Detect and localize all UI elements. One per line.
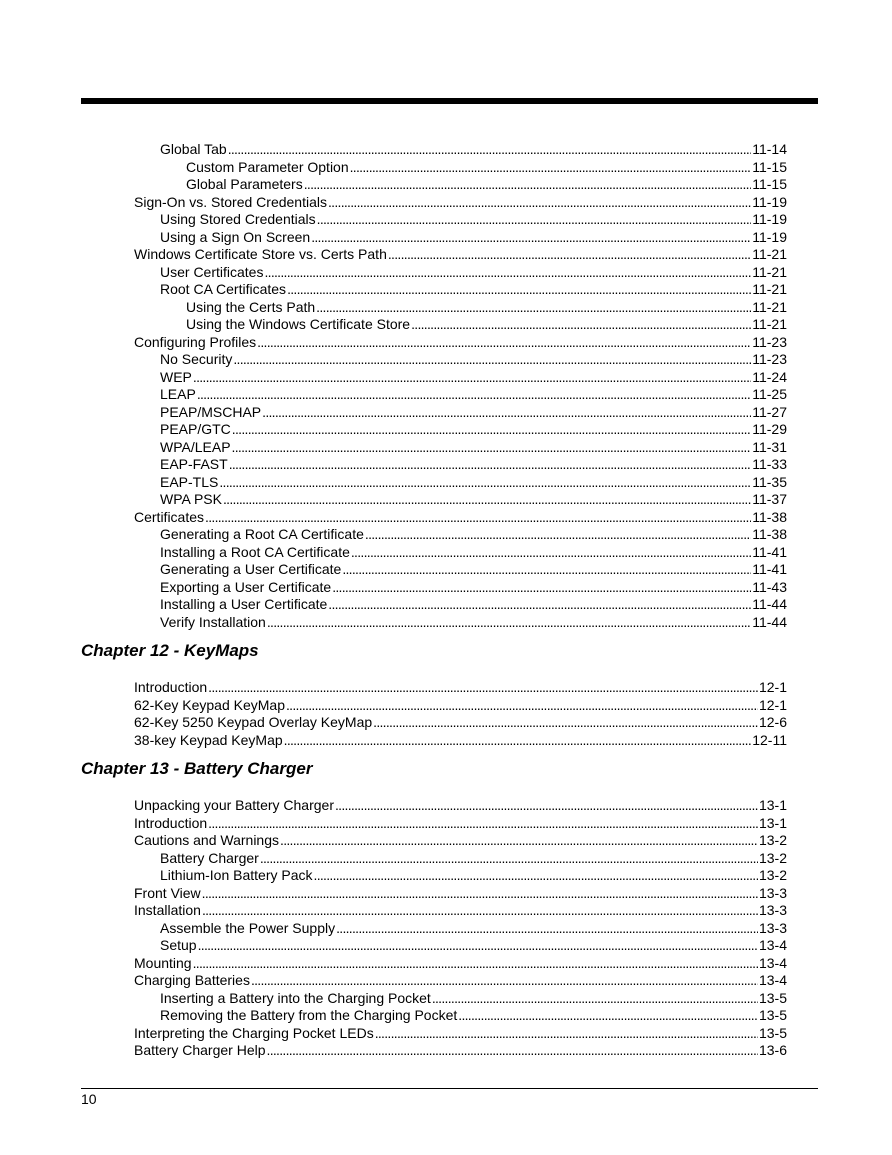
- toc-entry-page: 13-4: [758, 954, 787, 971]
- dot-leader: [458, 1007, 758, 1024]
- dot-leader: [233, 351, 751, 368]
- toc-entry-page: 13-5: [758, 1024, 787, 1041]
- toc-entry-page: 11-23: [752, 351, 787, 367]
- dot-leader: [260, 850, 758, 867]
- toc-entry[interactable]: [186, 176, 787, 193]
- toc-entry[interactable]: [160, 596, 787, 613]
- toc-entry-title: Front View: [134, 884, 201, 901]
- toc-entry[interactable]: [160, 369, 787, 386]
- dot-leader: [335, 797, 758, 814]
- toc-entry-page: 13-2: [758, 849, 787, 866]
- toc-entry-title: Exporting a User Certificate: [160, 578, 332, 595]
- toc-entry-title: 62-Key Keypad KeyMap: [134, 696, 285, 713]
- toc-entry-page: 13-3: [758, 884, 787, 901]
- dot-leader: [193, 369, 751, 386]
- toc-entry-page: 13-1: [758, 814, 787, 831]
- toc-entry-title: Removing the Battery from the Charging Pocket: [160, 1007, 458, 1023]
- toc-entry-title: Configuring Profiles: [134, 333, 257, 350]
- toc-entry-page: 13-5: [758, 989, 787, 1006]
- toc-entry[interactable]: [134, 815, 787, 832]
- toc-entry[interactable]: [134, 885, 787, 902]
- toc-entry[interactable]: [160, 544, 787, 561]
- toc-entry-page: 11-23: [752, 333, 787, 350]
- toc-entry-title: Mounting: [134, 954, 192, 971]
- dot-leader: [232, 421, 751, 438]
- toc-entry[interactable]: [134, 679, 787, 696]
- toc-entry[interactable]: [160, 920, 787, 937]
- toc-entry-page: 11-27: [752, 403, 787, 420]
- toc-entry[interactable]: [160, 141, 787, 158]
- toc-entry-title: Inserting a Battery into the Charging Pocket: [160, 989, 431, 1006]
- toc-entry[interactable]: [134, 509, 787, 526]
- toc-entry-title: Using a Sign On Screen: [160, 228, 311, 245]
- toc-entry[interactable]: [134, 902, 787, 919]
- toc-entry-title: Lithium-Ion Battery Pack: [160, 867, 313, 883]
- toc-entry-title: Assemble the Power Supply: [160, 919, 336, 936]
- toc-entry-page: 11-19: [752, 211, 787, 227]
- toc-entry-title: LEAP: [160, 386, 196, 402]
- toc-entry[interactable]: [186, 299, 787, 316]
- toc-entry-title: 62-Key 5250 Keypad Overlay KeyMap: [134, 714, 373, 730]
- toc-entry-title: Unpacking your Battery Charger: [134, 797, 334, 813]
- toc-entry[interactable]: [160, 439, 787, 456]
- dot-leader: [257, 334, 751, 351]
- toc-entry[interactable]: [134, 1042, 787, 1059]
- toc-entry[interactable]: [186, 316, 787, 333]
- dot-leader: [328, 596, 751, 613]
- toc-entry-page: 11-24: [752, 368, 787, 385]
- dot-leader: [229, 456, 752, 473]
- dot-leader: [375, 1025, 758, 1042]
- toc-entry[interactable]: [186, 159, 787, 176]
- toc-entry-page: 13-2: [758, 867, 787, 883]
- toc-entry-title: WEP: [160, 368, 192, 385]
- dot-leader: [304, 176, 752, 193]
- toc-entry[interactable]: [134, 797, 787, 814]
- toc-entry-page: 11-19: [752, 193, 787, 210]
- toc-entry-page: 11-15: [752, 158, 787, 175]
- dot-leader: [262, 404, 751, 421]
- toc-entry[interactable]: [134, 697, 787, 714]
- toc-entry-title: Global Tab: [160, 141, 227, 157]
- dot-leader: [208, 815, 758, 832]
- dot-leader: [197, 386, 751, 403]
- toc-entry-page: 11-21: [752, 281, 787, 297]
- toc-entry-title: WPA/LEAP: [160, 438, 231, 455]
- toc-entry-title: Introduction: [134, 679, 208, 695]
- toc-entry[interactable]: [160, 264, 787, 281]
- toc-entry[interactable]: [160, 561, 787, 578]
- toc-entry[interactable]: [134, 972, 787, 989]
- toc-entry-title: Installing a Root CA Certificate: [160, 543, 350, 560]
- toc-entry-page: 11-35: [752, 473, 787, 490]
- toc-entry-title: Generating a User Certificate: [160, 561, 342, 577]
- toc-entry-page: 11-44: [752, 596, 787, 612]
- dot-leader: [232, 439, 752, 456]
- toc-entry-page: 12-1: [758, 696, 787, 713]
- toc-entry[interactable]: [134, 732, 787, 749]
- toc-entry-title: Using the Windows Certificate Store: [186, 316, 411, 332]
- toc-entry-page: 11-15: [752, 176, 787, 192]
- dot-leader: [332, 579, 751, 596]
- toc-entry-title: 38-key Keypad KeyMap: [134, 731, 283, 748]
- toc-entry[interactable]: [160, 579, 787, 596]
- toc-entry-page: 12-1: [758, 679, 787, 695]
- toc-entry-title: Installing a User Certificate: [160, 596, 328, 612]
- toc-entry-page: 13-4: [758, 972, 787, 988]
- dot-leader: [264, 264, 751, 281]
- dot-leader: [202, 885, 758, 902]
- toc-entry-page: 11-41: [752, 543, 787, 560]
- toc-entry-page: 12-6: [758, 714, 787, 730]
- dot-leader: [267, 1042, 758, 1059]
- toc-entry[interactable]: [160, 1007, 787, 1024]
- toc-entry-title: Installation: [134, 902, 201, 918]
- toc-entry-title: No Security: [160, 351, 233, 367]
- toc-entry-page: 13-2: [758, 832, 787, 848]
- toc-entry[interactable]: [160, 404, 787, 421]
- dot-leader: [267, 614, 751, 631]
- dot-leader: [432, 990, 758, 1007]
- toc-entry-page: 11-38: [752, 526, 787, 542]
- dot-leader: [251, 972, 758, 989]
- dot-leader: [287, 281, 751, 298]
- toc-entry-page: 11-19: [752, 228, 787, 245]
- toc-entry-title: EAP-TLS: [160, 473, 219, 490]
- toc-entry-page: 11-44: [752, 613, 787, 630]
- dot-leader: [208, 679, 758, 696]
- toc-entry[interactable]: [160, 491, 787, 508]
- header-rule: [81, 98, 818, 104]
- toc-entry-page: 11-14: [752, 141, 787, 157]
- toc-entry-title: Interpreting the Charging Pocket LEDs: [134, 1024, 374, 1041]
- toc-entry-page: 11-37: [752, 491, 787, 507]
- dot-leader: [317, 211, 752, 228]
- footer-rule: [81, 1088, 818, 1089]
- dot-leader: [198, 937, 758, 954]
- toc-entry-title: Certificates: [134, 508, 205, 525]
- dot-leader: [316, 299, 751, 316]
- toc-entry-title: Sign-On vs. Stored Credentials: [134, 193, 327, 210]
- dot-leader: [193, 955, 758, 972]
- toc-entry[interactable]: [160, 850, 787, 867]
- toc-entry[interactable]: [160, 474, 787, 491]
- toc-entry[interactable]: [160, 614, 787, 631]
- toc-entry[interactable]: [134, 955, 787, 972]
- toc-entry-page: 13-3: [758, 902, 787, 918]
- toc-entry-title: WPA PSK: [160, 491, 222, 507]
- toc-entry[interactable]: [160, 937, 787, 954]
- toc-entry-title: Windows Certificate Store vs. Certs Path: [134, 246, 387, 262]
- toc-entry-page: 11-33: [752, 456, 787, 472]
- toc-entry[interactable]: [160, 211, 787, 228]
- chapter-heading: Chapter 12 - KeyMaps: [81, 641, 259, 660]
- dot-leader: [365, 526, 751, 543]
- dot-leader: [286, 697, 758, 714]
- dot-leader: [284, 732, 752, 749]
- toc-entry[interactable]: [134, 194, 787, 211]
- toc-entry-page: 11-29: [752, 421, 787, 437]
- toc-entry-page: 13-1: [758, 797, 787, 813]
- toc-entry-title: User Certificates: [160, 263, 264, 280]
- dot-leader: [219, 474, 751, 491]
- toc-entry[interactable]: [160, 526, 787, 543]
- dot-leader: [314, 867, 758, 884]
- toc-entry-title: Cautions and Warnings: [134, 832, 280, 848]
- toc-entry[interactable]: [160, 281, 787, 298]
- dot-leader: [223, 491, 751, 508]
- toc-entry-page: 13-4: [758, 937, 787, 953]
- toc-entry-title: Battery Charger: [160, 849, 259, 866]
- toc-entry-page: 11-43: [752, 578, 787, 595]
- toc-entry[interactable]: [160, 421, 787, 438]
- toc-entry[interactable]: [134, 832, 787, 849]
- toc-entry[interactable]: [134, 246, 787, 263]
- toc-entry[interactable]: [160, 229, 787, 246]
- toc-entry-title: Custom Parameter Option: [186, 158, 349, 175]
- toc-entry-page: 11-21: [752, 316, 787, 332]
- toc-entry[interactable]: [160, 867, 787, 884]
- toc-entry-title: Setup: [160, 937, 197, 953]
- chapter-heading: Chapter 13 - Battery Charger: [81, 759, 313, 778]
- toc-entry-title: Introduction: [134, 814, 208, 831]
- dot-leader: [411, 316, 751, 333]
- toc-entry-page: 13-3: [758, 919, 787, 936]
- dot-leader: [342, 561, 751, 578]
- toc-entry-page: 11-21: [752, 246, 787, 262]
- dot-leader: [350, 159, 752, 176]
- dot-leader: [336, 920, 758, 937]
- toc-entry-title: Verify Installation: [160, 613, 266, 630]
- toc-entry-title: Using the Certs Path: [186, 298, 316, 315]
- toc-entry[interactable]: [134, 714, 787, 731]
- dot-leader: [311, 229, 751, 246]
- toc-entry-title: Battery Charger Help: [134, 1042, 266, 1058]
- dot-leader: [202, 902, 758, 919]
- toc-entry[interactable]: [160, 351, 787, 368]
- toc-entry-page: 11-21: [752, 298, 787, 315]
- toc-entry-page: 11-25: [752, 386, 787, 402]
- toc-entry-page: 13-5: [758, 1007, 787, 1023]
- toc-entry-page: 13-6: [758, 1042, 787, 1058]
- dot-leader: [351, 544, 751, 561]
- dot-leader: [328, 194, 751, 211]
- toc-entry-page: 12-11: [752, 731, 787, 748]
- toc-entry-page: 11-41: [752, 561, 787, 577]
- dot-leader: [388, 246, 751, 263]
- toc-entry-title: Charging Batteries: [134, 972, 250, 988]
- toc-entry[interactable]: [160, 990, 787, 1007]
- toc-entry-title: Generating a Root CA Certificate: [160, 526, 364, 542]
- dot-leader: [205, 509, 751, 526]
- toc-entry-page: 11-31: [752, 438, 787, 455]
- toc-entry[interactable]: [160, 456, 787, 473]
- toc-entry[interactable]: [134, 334, 787, 351]
- toc-entry-title: Root CA Certificates: [160, 281, 287, 297]
- toc-entry-title: EAP-FAST: [160, 456, 228, 472]
- toc-entry-title: PEAP/MSCHAP: [160, 403, 262, 420]
- toc-entry-title: PEAP/GTC: [160, 421, 231, 437]
- toc-entry[interactable]: [134, 1025, 787, 1042]
- toc-entry-title: Using Stored Credentials: [160, 211, 316, 227]
- dot-leader: [280, 832, 758, 849]
- toc-entry-page: 11-21: [752, 263, 787, 280]
- toc-entry-page: 11-38: [752, 508, 787, 525]
- page-number: 10: [81, 1091, 97, 1107]
- toc-entry[interactable]: [160, 386, 787, 403]
- dot-leader: [228, 141, 752, 158]
- toc-entry-title: Global Parameters: [186, 176, 303, 192]
- dot-leader: [373, 714, 758, 731]
